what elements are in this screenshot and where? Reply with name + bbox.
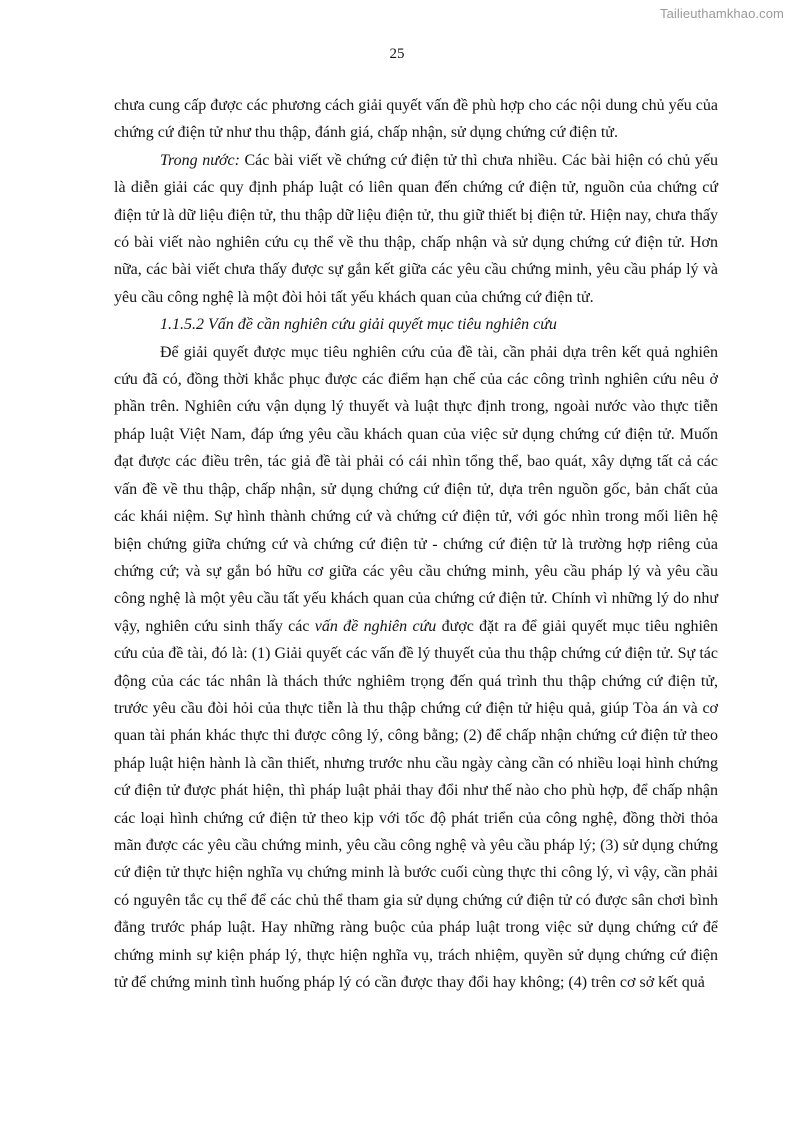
document-body xyxy=(114,92,718,996)
paragraph-text-after: được đặt ra để giải quyết mục tiêu nghiên cứu của đề tài, đó là: (1) Giải quyết các vấn đề lý thuyết của thu thập chứng cứ điện tử. Sự tác động của các tác nhân là thách thức nghiêm trọng đến quá trình thu thập chứng cứ điện tử, trước yêu cầu đòi hỏi của thực tiễn là thu thập chứng cứ điện tử hiệu quả, giúp Tòa án và cơ quan tài phán khác thực thi được công lý, công bằng; (2) để chấp nhận chứng cứ điện tử theo pháp luật hiện hành là cần thiết, nhưng trước nhu cầu ngày càng cần có nhiều loại hình chứng cứ điện tử được phát hiện, thì pháp luật phải thay đổi như thế nào cho phù hợp, để chấp nhận các loại hình chứng cứ điện tử theo kịp với tốc độ phát triển của công nghệ, đồng thời thỏa mãn được các yêu cầu chứng minh, yêu cầu công nghệ và yêu cầu pháp lý; (3) sử dụng chứng cứ điện tử thực hiện nghĩa vụ chứng minh là bước cuối cùng thực thi công lý, vì vậy, cần phải có nguyên tắc cụ thể để các chủ thể tham gia sử dụng chứng cứ điện tử có được sân chơi bình đẳng trước pháp luật. Hay những ràng buộc của pháp luật trong việc sử dụng chứng cứ để chứng minh sự kiện pháp lý, thực hiện nghĩa vụ, trách nhiệm, quyền sử dụng chứng cứ điện tử để chứng minh tình huống pháp lý có cần được thay đổi hay không; (4) trên cơ sở kết quả xyxy=(114,617,719,991)
paragraph-domestic-research xyxy=(114,147,718,311)
paragraph-continuation: chưa cung cấp được các phương cách giải quyết vấn đề phù hợp cho các nội dung chủ yếu của chứng cứ điện tử như thu thập, đánh giá, chấp nhận, sử dụng chứng cứ điện tử. xyxy=(114,97,718,142)
watermark: Tailieuthamkhao.com xyxy=(659,6,784,21)
paragraph-text: Các bài viết về chứng cứ điện tử thì chưa nhiều. Các bài hiện có chủ yếu là diễn giải các quy định pháp luật có liên quan đến chứng cứ điện tử, nguồn của chứng cứ điện tử là dữ liệu điện tử, thu thập dữ liệu điện tử, thu giữ thiết bị điện tử. Hiện nay, chưa thấy có bài viết nào nghiên cứu cụ thể về thu thập, chấp nhận và sử dụng chứng cứ điện tử. Hơn nữa, các bài viết chưa thấy được sự gắn kết giữa các yêu cầu chứng minh, yêu cầu pháp lý và yêu cầu công nghệ là một đòi hỏi tất yếu khách quan của chứng cứ điện tử. xyxy=(114,151,719,306)
page-number: 25 xyxy=(389,46,405,62)
paragraph-text-before: Để giải quyết được mục tiêu nghiên cứu của đề tài, cần phải dựa trên kết quả nghiên cứu đã có, đồng thời khắc phục được các điểm hạn chế của các công trình nghiên cứu nêu ở phần trên. Nghiên cứu vận dụng lý thuyết và luật thực định trong, ngoài nước vào thực tiễn pháp luật Việt Nam, đáp ứng yêu cầu khách quan của việc sử dụng chứng cứ điện tử. Muốn đạt được các điều trên, tác giả đề tài phải có cái nhìn tổng thể, bao quát, xây dựng tất cả các vấn đề về thu thập, chấp nhận, sử dụng chứng cứ điện tử, dựa trên nguồn gốc, bản chất của các khái niệm. Sự hình thành chứng cứ và chứng cứ điện tử, với góc nhìn trong mối liên hệ biện chứng giữa chứng cứ và chứng cứ điện tử - chứng cứ điện tử là trường hợp riêng của chứng cứ; và sự gắn bó hữu cơ giữa các yêu cầu chứng minh, yêu cầu pháp lý và yêu cầu công nghệ là một yêu cầu tất yếu khách quan của chứng cứ điện tử. Chính vì những lý do như vậy, nghiên cứu sinh thấy các xyxy=(114,343,718,635)
paragraph-lead-label: Trong nước: xyxy=(160,151,240,169)
paragraph-research-issues xyxy=(114,339,718,997)
section-heading: 1.1.5.2 Vấn đề cần nghiên cứu giải quyết mục tiêu nghiên cứu xyxy=(160,316,557,334)
paragraph-emphasis: vấn đề nghiên cứu xyxy=(314,617,437,635)
